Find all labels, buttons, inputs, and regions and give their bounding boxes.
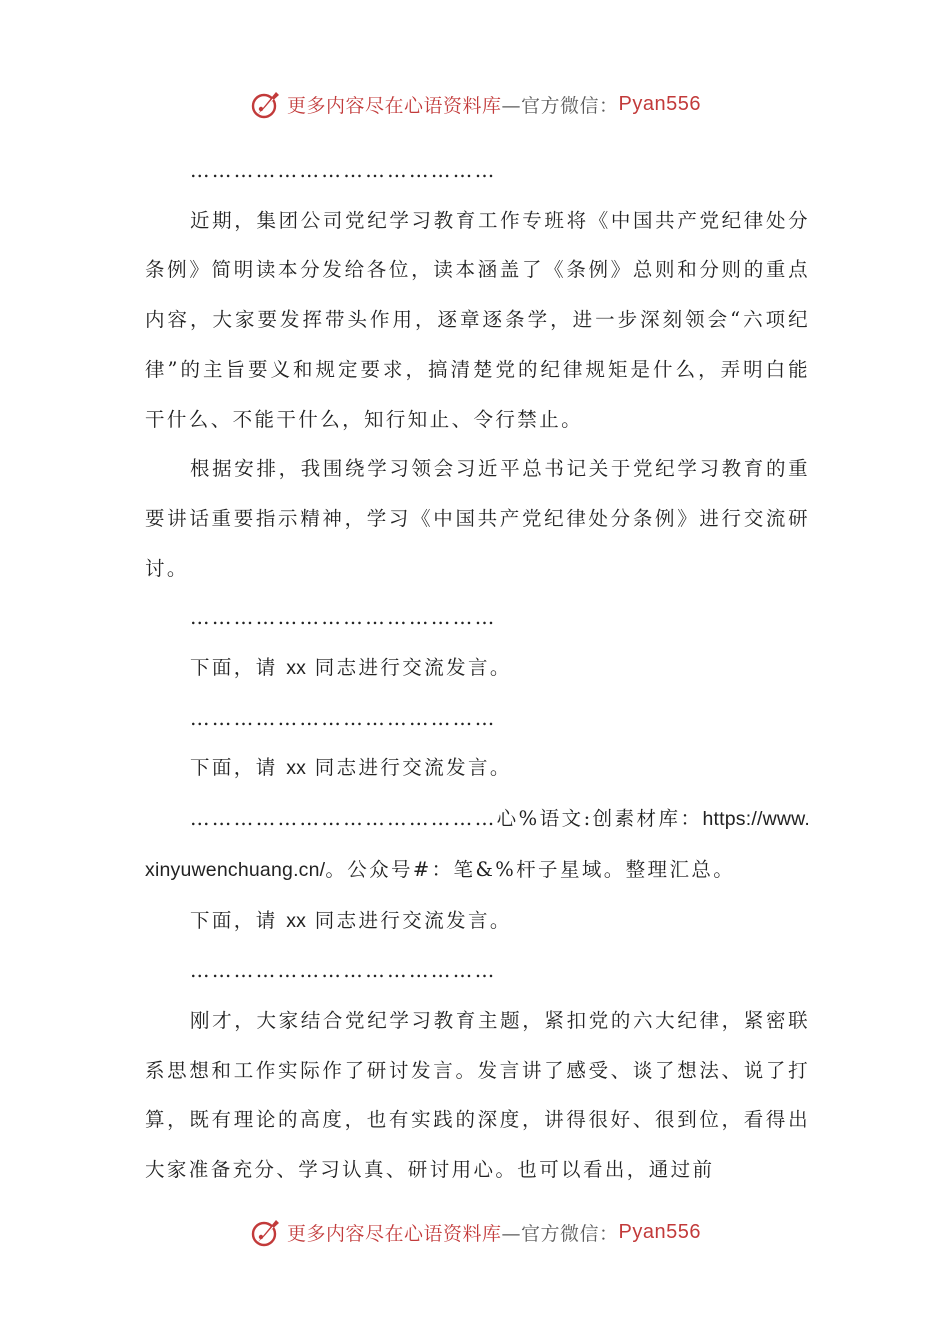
watermark-dots: …………………………………… (190, 807, 497, 831)
speaker-line (145, 643, 810, 694)
footer-wechat-label: —官方微信： (501, 1222, 619, 1245)
header-wechat-id: Pyan556 (618, 92, 701, 115)
speaker-line-prefix: 下面，请 (190, 908, 287, 932)
speaker-line-prefix: 下面，请 (190, 656, 287, 680)
document-body (145, 146, 810, 1195)
paragraph: 刚才，大家结合党纪学习教育主题，紧扣党的六大纪律，紧密联系思想和工作实际作了研讨发言。发言讲了感受、谈了想法、说了打算，既有理论的高度，也有实践的深度，讲得很好、很到位，看得出大家准备充分、学习认真、研讨用心。也可以看出，通过前 (145, 1008, 810, 1182)
quill-pen-logo-icon (249, 87, 283, 121)
paragraph: 近期，集团公司党纪学习教育工作专班将《中国共产党纪律处分条例》简明读本分发给各位，读本涵盖了《条例》总则和分则的重点内容，大家要发挥带头作用，逐章逐条学，进一步深刻领会“六项纪律”的主旨要义和规定要求，搞清楚党的纪律规矩是什么，弄明白能干什么、不能干什么，知行知止、令行禁止。 (145, 208, 810, 431)
header-banner (0, 84, 950, 124)
speaker-placeholder: xx (286, 909, 307, 932)
footer-wechat-id: Pyan556 (618, 1220, 701, 1243)
speaker-line-suffix: 同志进行交流发言。 (306, 656, 512, 680)
speaker-placeholder: xx (286, 757, 307, 780)
watermark-text: 心%语文:创素材库： (496, 807, 703, 831)
watermark-line (145, 794, 810, 895)
ellipsis-separator: …………………………………… (190, 606, 497, 630)
speaker-line-suffix: 同志进行交流发言。 (306, 908, 512, 932)
header-title: 更多内容尽在心语资料库 (287, 94, 502, 117)
speaker-line (145, 896, 810, 947)
paragraph: 根据安排，我围绕学习领会习近平总书记关于党纪学习教育的重要讲话重要指示精神，学习《中国共产党纪律处分条例》进行交流研讨。 (145, 457, 810, 580)
speaker-line (145, 743, 810, 794)
ellipsis-separator: …………………………………… (190, 159, 497, 182)
ellipsis-separator: …………………………………… (190, 706, 497, 730)
speaker-line-prefix: 下面，请 (190, 756, 287, 780)
watermark-text-2: 。公众号#：笔&%杆子星域。整理汇总。 (325, 857, 736, 881)
speaker-placeholder: xx (286, 657, 307, 680)
quill-pen-logo-icon (249, 1215, 283, 1249)
speaker-line-suffix: 同志进行交流发言。 (306, 756, 512, 780)
header-wechat-label: —官方微信： (501, 94, 619, 117)
footer-title: 更多内容尽在心语资料库 (287, 1222, 502, 1245)
ellipsis-separator: …………………………………… (190, 959, 497, 983)
watermark-url: https://www.xinyuwenchuang.cn/ (145, 808, 810, 881)
footer-banner (0, 1212, 950, 1252)
